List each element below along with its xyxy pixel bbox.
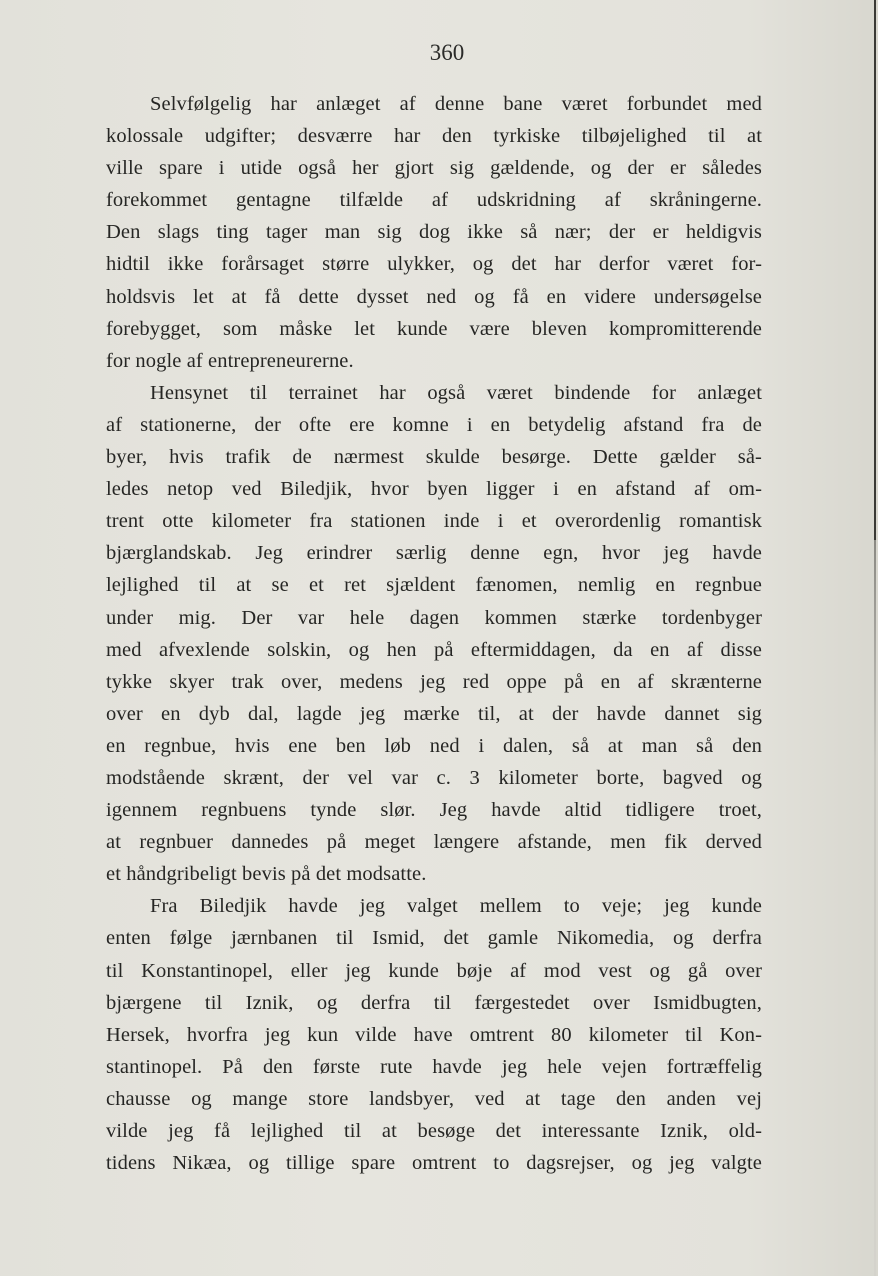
text-line: Den slags ting tager man sig dog ikke så nær; der er heldigvis: [106, 221, 762, 244]
text-line: lejlighed til at se et ret sjældent fænomen, nemlig en regnbue: [106, 574, 762, 597]
text-line: holdsvis let at få dette dysset ned og få en videre undersøgelse: [106, 285, 762, 308]
page-number: 360: [429, 40, 465, 65]
text-line: en regnbue, hvis ene ben løb ned i dalen, så at man så den: [106, 734, 762, 757]
page-edge-shadow: [874, 0, 876, 540]
text-line: kolossale udgifter; desværre har den tyrkiske tilbøjelighed til at: [106, 125, 762, 148]
text-line: til Konstantinopel, eller jeg kunde bøje af mod vest og gå over: [106, 959, 762, 982]
text-line: tidens Nikæa, og tillige spare omtrent to dagsrejser, og jeg valgte: [106, 1152, 762, 1175]
text-line: forebygget, som måske let kunde være bleven kompromitterende: [106, 317, 762, 340]
text-line: enten følge jærnbanen til Ismid, det gamle Nikomedia, og derfra: [106, 927, 762, 950]
text-line: af stationerne, der ofte ere komne i en betydelig afstand fra de: [106, 413, 762, 436]
text-line: chausse og mange store landsbyer, ved at tage den anden vej: [106, 1087, 762, 1110]
text-line: igennem regnbuens tynde slør. Jeg havde altid tidligere troet,: [106, 799, 762, 822]
page-edge-fade: [874, 540, 876, 1276]
text-line: Selvfølgelig har anlæget af denne bane været forbundet med: [150, 93, 762, 115]
text-line: et håndgribeligt bevis på det modsatte.: [106, 863, 427, 886]
text-line: stantinopel. På den første rute havde jeg hele vejen fortræffelig: [106, 1055, 762, 1078]
text-line: Fra Biledjik havde jeg valget mellem to veje; jeg kunde: [150, 895, 762, 918]
text-line: tykke skyer trak over, medens jeg red oppe på en af skrænterne: [106, 670, 762, 693]
text-line: Hersek, hvorfra jeg kun vilde have omtrent 80 kilometer til Kon-: [106, 1023, 762, 1046]
text-line: bjærglandskab. Jeg erindrer særlig denne egn, hvor jeg havde: [106, 542, 762, 565]
text-line: ville spare i utide også her gjort sig gældende, og der er således: [106, 157, 762, 180]
text-line: hidtil ikke forårsaget større ulykker, og det har derfor været for-: [106, 253, 762, 276]
text-line: vilde jeg få lejlighed til at besøge det interessante Iznik, old-: [106, 1120, 762, 1142]
text-line: ledes netop ved Biledjik, hvor byen ligger i en afstand af om-: [106, 478, 762, 501]
text-line: byer, hvis trafik de nærmest skulde besørge. Dette gælder så-: [106, 446, 762, 469]
text-line: forekommet gentagne tilfælde af udskridning af skråningerne.: [106, 189, 762, 212]
text-line: at regnbuer dannedes på meget længere afstande, men fik derved: [106, 831, 762, 854]
text-line: med afvexlende solskin, og hen på eftermiddagen, da en af disse: [106, 638, 762, 661]
text-line: Hensynet til terrainet har også været bindende for anlæget: [150, 381, 762, 404]
text-line: for nogle af entrepreneurerne.: [106, 349, 354, 372]
text-line: over en dyb dal, lagde jeg mærke til, at der havde dannet sig: [106, 702, 762, 725]
text-line: bjærgene til Iznik, og derfra til færgestedet over Ismidbugten,: [106, 991, 762, 1014]
body-text: [106, 88, 762, 1179]
text-line: trent otte kilometer fra stationen inde i et overordenlig romantisk: [106, 510, 762, 533]
text-line: modstående skrænt, der vel var c. 3 kilometer borte, bagved og: [106, 766, 762, 789]
text-line: under mig. Der var hele dagen kommen stærke tordenbyger: [106, 606, 762, 629]
